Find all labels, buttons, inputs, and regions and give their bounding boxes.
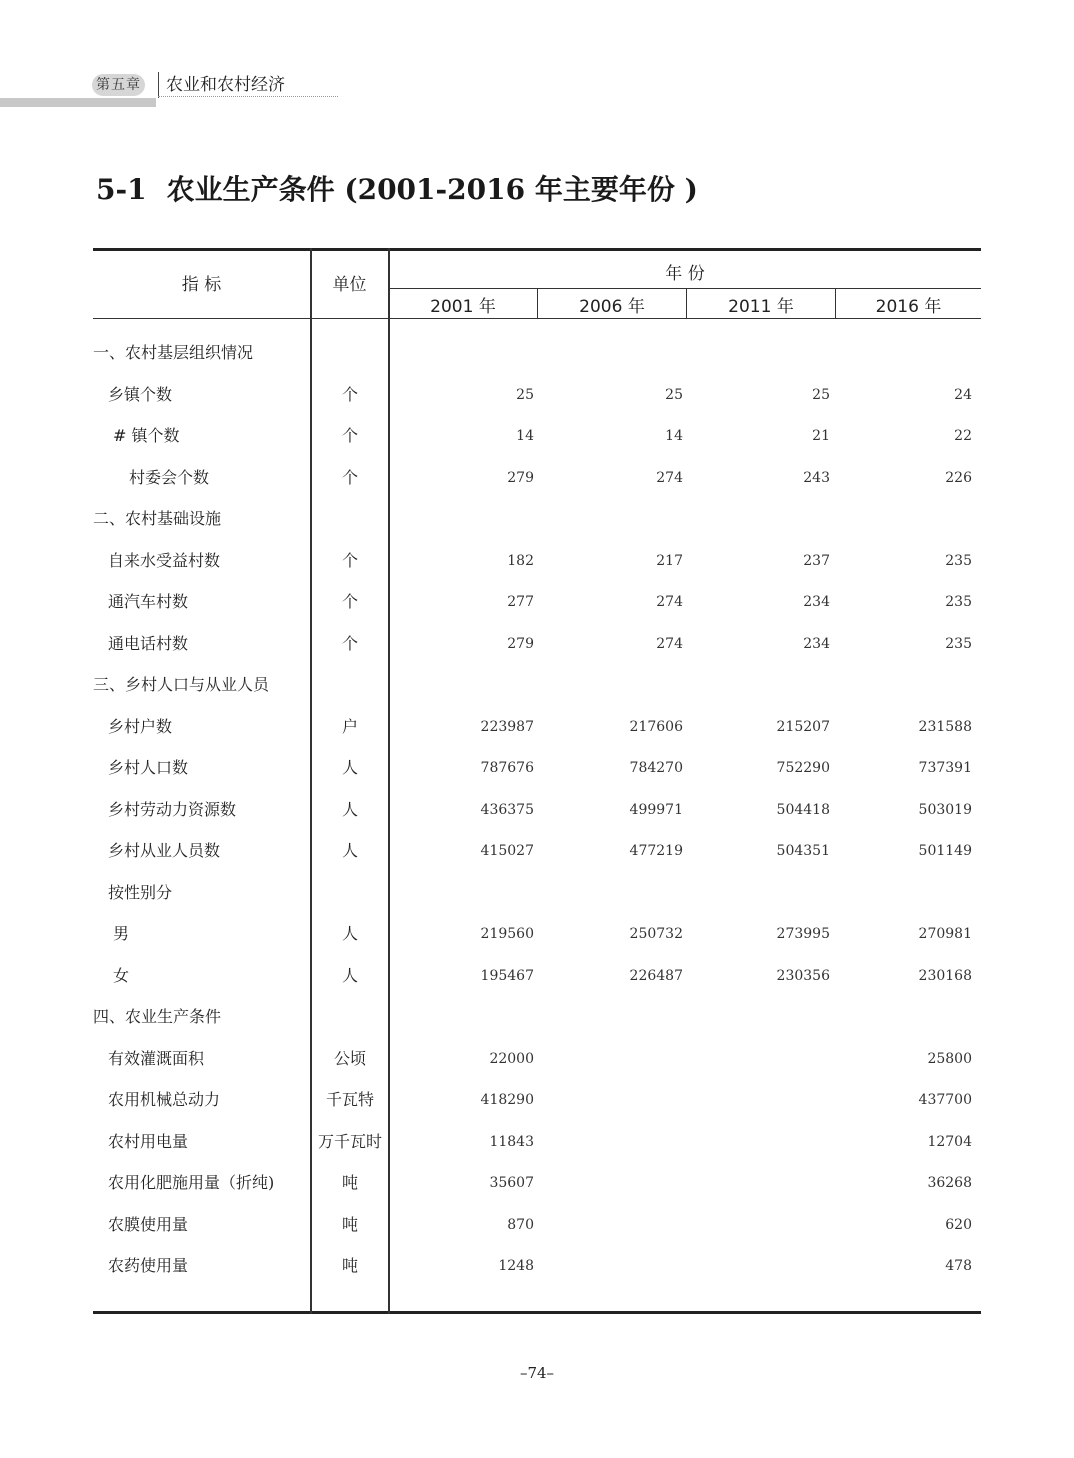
year-group-rule <box>389 288 981 289</box>
table-row <box>93 1038 981 1079</box>
row-value: 195467 <box>480 967 534 984</box>
table-title: 农业生产条件 (2001-2016 年主要年份 ) <box>166 173 698 206</box>
row-value: 274 <box>656 635 683 652</box>
row-value: 1248 <box>498 1258 534 1274</box>
row-label: 四、农业生产条件 <box>93 1007 222 1026</box>
table-row <box>93 1121 981 1162</box>
row-value: 787676 <box>480 760 534 776</box>
table-row <box>93 747 981 788</box>
row-value: 226 <box>945 469 972 486</box>
header-unit: 单位 <box>332 275 367 295</box>
row-label: 乡镇个数 <box>108 384 173 404</box>
table-row <box>93 540 981 581</box>
row-label: 按性别分 <box>108 882 173 902</box>
row-label: 农膜使用量 <box>108 1214 189 1234</box>
row-value: 418290 <box>480 1092 534 1108</box>
row-value: 217606 <box>629 718 683 735</box>
row-value: 24 <box>954 386 972 403</box>
row-value: 784270 <box>629 760 683 776</box>
row-value: 14 <box>516 428 534 444</box>
row-value: 219560 <box>480 926 534 942</box>
row-value: 437700 <box>918 1092 972 1108</box>
table-row <box>93 872 981 913</box>
table-row <box>93 830 981 871</box>
table-bottom-rule <box>93 1311 981 1314</box>
row-value: 234 <box>803 635 830 652</box>
row-label: 农村用电量 <box>108 1131 189 1151</box>
row-value: 223987 <box>480 718 534 735</box>
row-value: 752290 <box>776 760 830 776</box>
row-label: 有效灌溉面积 <box>108 1048 205 1068</box>
header-year-group: 年 份 <box>665 264 705 284</box>
table-top-rule <box>93 248 981 251</box>
row-value: 36268 <box>927 1175 972 1191</box>
row-value: 499971 <box>629 801 683 818</box>
table-row <box>93 457 981 498</box>
row-value: 436375 <box>480 801 534 818</box>
row-unit: 人 <box>341 924 358 943</box>
row-value: 620 <box>945 1216 972 1233</box>
row-unit: 人 <box>341 965 358 985</box>
row-value: 22 <box>954 428 972 444</box>
header-year-2006: 2006 年 <box>579 297 645 317</box>
table-row <box>93 706 981 747</box>
row-value: 217 <box>656 552 683 569</box>
row-label: 男 <box>113 924 130 943</box>
row-value: 501149 <box>918 843 972 859</box>
running-header <box>0 68 360 108</box>
row-unit: 个 <box>341 633 358 653</box>
row-value: 503019 <box>918 801 972 818</box>
row-unit: 千瓦特 <box>325 1090 374 1109</box>
row-label: 村委会个数 <box>129 467 210 487</box>
row-value: 273995 <box>776 926 830 942</box>
header-bottom-rule <box>93 318 981 319</box>
section-title: 农业和农村经济 <box>166 75 285 95</box>
table-row <box>93 955 981 996</box>
chapter-badge: 第五章 <box>92 74 145 96</box>
row-value: 235 <box>945 552 972 569</box>
row-value: 226487 <box>629 967 683 984</box>
row-value: 504418 <box>776 801 830 818</box>
row-value: 243 <box>803 469 830 486</box>
table-row <box>93 996 981 1037</box>
row-value: 279 <box>507 635 534 652</box>
table-row <box>93 623 981 664</box>
row-label: 通汽车村数 <box>108 592 189 611</box>
row-value: 234 <box>803 594 830 610</box>
row-value: 235 <box>945 635 972 652</box>
row-value: 477219 <box>629 843 683 859</box>
row-value: 22000 <box>489 1050 534 1067</box>
row-value: 277 <box>507 594 534 610</box>
table-row <box>93 1204 981 1245</box>
row-label: 二、农村基础设施 <box>93 509 222 528</box>
page-title <box>96 168 698 212</box>
row-unit: 公顷 <box>333 1048 366 1068</box>
table-row <box>93 789 981 830</box>
row-value: 182 <box>507 552 534 569</box>
row-value: 25 <box>665 386 683 403</box>
row-value: 415027 <box>480 843 534 859</box>
row-label: 三、乡村人口与从业人员 <box>93 675 270 694</box>
header-indicator: 指 标 <box>181 275 222 295</box>
row-value: 230356 <box>776 967 830 984</box>
row-label: 自来水受益村数 <box>108 550 221 570</box>
row-label: 女 <box>113 965 130 985</box>
row-value: 737391 <box>918 760 972 776</box>
row-label: 农药使用量 <box>108 1256 189 1275</box>
row-value: 274 <box>656 469 683 486</box>
table-row <box>93 664 981 705</box>
page-number: –74– <box>519 1364 555 1382</box>
row-unit: 人 <box>341 799 358 819</box>
row-value: 12704 <box>927 1133 972 1150</box>
data-table <box>93 248 981 1314</box>
row-value: 237 <box>803 552 830 569</box>
row-unit: 人 <box>341 841 358 860</box>
row-label: 乡村从业人员数 <box>108 841 221 860</box>
row-value: 274 <box>656 594 683 610</box>
row-value: 230168 <box>918 967 972 984</box>
row-value: 279 <box>507 469 534 486</box>
row-value: 35607 <box>489 1175 534 1191</box>
row-value: 25800 <box>927 1050 972 1067</box>
row-value: 478 <box>945 1258 972 1274</box>
header-bar <box>0 98 156 107</box>
row-value: 215207 <box>776 718 830 735</box>
table-row <box>93 581 981 622</box>
row-value: 231588 <box>918 718 972 735</box>
table-row <box>93 913 981 954</box>
table-row <box>93 1079 981 1120</box>
row-value: 14 <box>665 428 683 444</box>
header-dotted-rule <box>158 96 338 97</box>
row-unit: 人 <box>341 758 358 777</box>
row-unit: 吨 <box>341 1173 358 1192</box>
row-label: 农用化肥施用量（折纯) <box>108 1173 275 1192</box>
row-value: 270981 <box>918 926 972 942</box>
header-year-2001: 2001 年 <box>430 297 496 317</box>
table-row <box>93 1162 981 1203</box>
row-label: 通电话村数 <box>108 633 189 653</box>
table-row <box>93 498 981 539</box>
row-unit: 个 <box>341 384 358 404</box>
table-row <box>93 374 981 415</box>
row-value: 235 <box>945 594 972 610</box>
header-separator <box>158 72 159 98</box>
row-label: 乡村劳动力资源数 <box>108 799 237 819</box>
row-value: 25 <box>516 386 534 403</box>
row-value: 504351 <box>776 843 830 859</box>
row-unit: 个 <box>341 467 358 487</box>
table-row <box>93 332 981 373</box>
row-value: 25 <box>812 386 830 403</box>
row-label: # 镇个数 <box>113 426 180 445</box>
header-year-2011: 2011 年 <box>728 297 794 317</box>
row-label: 农用机械总动力 <box>108 1090 221 1109</box>
row-unit: 万千瓦时 <box>317 1131 382 1151</box>
table-row <box>93 1245 981 1286</box>
row-label: 乡村人口数 <box>108 758 189 777</box>
row-label: 乡村户数 <box>108 716 173 736</box>
table-row <box>93 415 981 456</box>
row-value: 11843 <box>489 1133 534 1150</box>
row-value: 250732 <box>629 926 683 942</box>
row-label: 一、农村基层组织情况 <box>93 343 254 362</box>
row-unit: 个 <box>341 592 358 611</box>
row-unit: 个 <box>341 426 358 445</box>
row-unit: 个 <box>341 550 358 570</box>
row-unit: 户 <box>341 716 358 736</box>
row-value: 21 <box>812 428 830 444</box>
table-number: 5-1 <box>96 173 147 206</box>
row-unit: 吨 <box>341 1256 358 1275</box>
row-value: 870 <box>507 1216 534 1233</box>
header-year-2016: 2016 年 <box>875 297 942 317</box>
row-unit: 吨 <box>341 1214 358 1234</box>
